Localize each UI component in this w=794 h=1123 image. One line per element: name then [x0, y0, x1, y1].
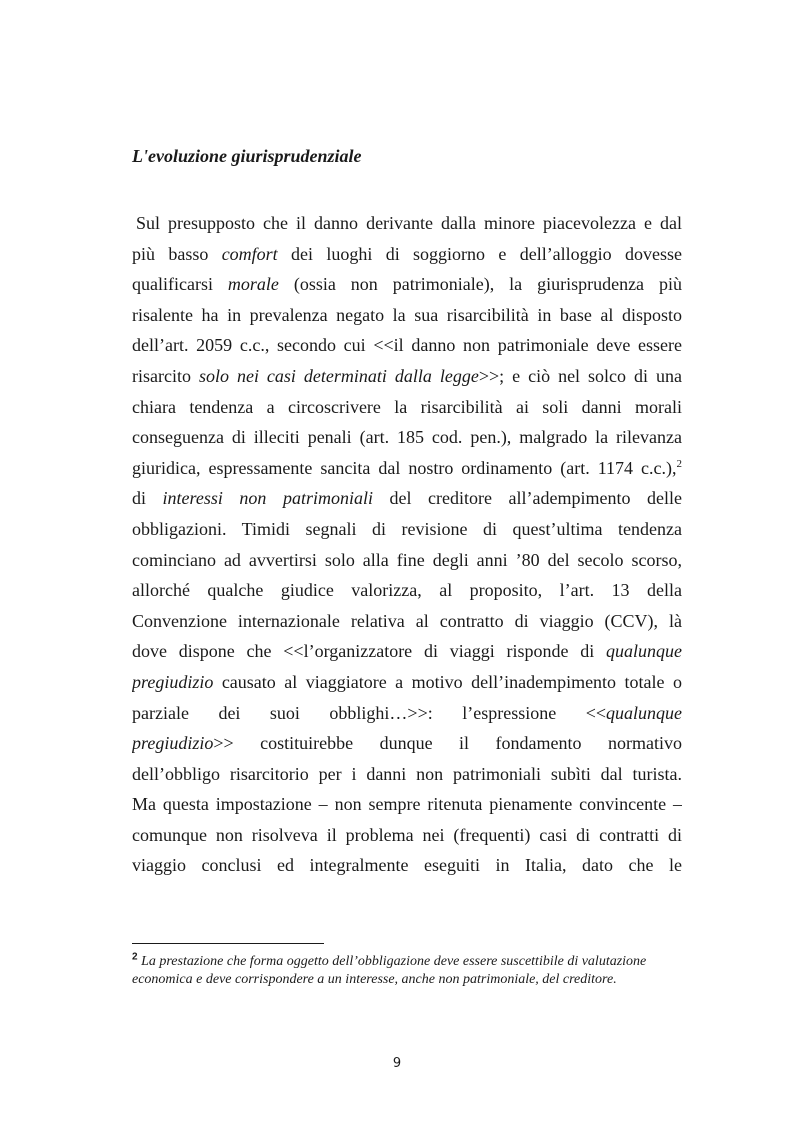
footnote — [132, 953, 682, 989]
text-run: >> costituirebbe dunque il fondamento normativo — [213, 733, 682, 754]
body-line — [132, 361, 682, 392]
body-line — [132, 239, 682, 270]
body-line — [132, 392, 682, 423]
text-run: giuridica, espressamente sancita dal nostro ordinamento (art. 1174 c.c.), — [132, 457, 677, 478]
section-heading: L'evoluzione giurisprudenziale — [132, 146, 362, 166]
text-run: pregiudizio — [132, 671, 214, 692]
text-run: chiara tendenza a circoscrivere la risarcibilità ai soli danni morali — [132, 396, 682, 417]
body-line — [132, 850, 682, 881]
text-run: >>; e ciò nel solco di una — [478, 365, 682, 386]
text-run: dell’obbligo risarcitorio per i danni non patrimoniali subìti dal turista. — [132, 763, 682, 784]
footnote-reference: 2 — [676, 457, 682, 470]
body-line — [132, 514, 682, 545]
footnote-separator — [132, 943, 324, 944]
body-line — [132, 667, 682, 698]
body-line — [132, 422, 682, 453]
text-run: qualunque — [606, 641, 682, 662]
text-run: Ma questa impostazione – non sempre ritenuta pienamente convincente – — [132, 794, 682, 815]
text-run: comunque non risolveva il problema nei (frequenti) casi di contratti di — [132, 824, 682, 845]
text-run: risalente ha in prevalenza negato la sua risarcibilità in base al disposto — [132, 304, 682, 325]
text-run: Sul presupposto che il danno derivante dalla minore piacevolezza e dal — [136, 213, 682, 233]
page-number: 9 — [392, 1056, 402, 1071]
body-line — [132, 698, 682, 729]
text-run: causato al viaggiatore a motivo dell’inadempimento totale o — [213, 671, 682, 692]
text-run: qualunque — [606, 702, 682, 723]
text-run: morale — [227, 274, 279, 295]
body-line — [132, 483, 682, 514]
body-line — [132, 759, 682, 790]
text-run: pregiudizio — [132, 733, 214, 754]
text-run: allorché qualche giudice valorizza, al proposito, l’art. 13 della — [132, 580, 682, 601]
body-line — [132, 208, 682, 239]
text-run: viaggio conclusi ed integralmente eseguiti in Italia, dato che le — [132, 855, 682, 876]
text-run: interessi non patrimoniali — [162, 488, 373, 509]
body-line — [132, 453, 682, 484]
body-line — [132, 820, 682, 851]
body-line — [132, 330, 682, 361]
text-run: (ossia non patrimoniale), la giurisprudenza più — [278, 274, 682, 295]
body-line — [132, 269, 682, 300]
footnote-marker: 2 — [132, 951, 138, 963]
text-run: dei luoghi di soggiorno e dell’alloggio dovesse — [277, 243, 682, 264]
text-run: obbligazioni. Timidi segnali di revisione di quest’ultima tendenza — [132, 518, 682, 539]
text-run: parziale dei suoi obblighi…>>: l’espressione << — [132, 702, 606, 723]
text-run: conseguenza di illeciti penali (art. 185 cod. pen.), malgrado la rilevanza — [132, 427, 682, 448]
text-run: dove dispone che <<l’organizzatore di viaggi risponde di — [132, 641, 606, 662]
text-run: comfort — [221, 243, 278, 264]
text-run: risarcito — [132, 365, 199, 386]
text-run: cominciano ad avvertirsi solo alla fine degli anni ’80 del secolo scorso, — [132, 549, 682, 570]
text-run: più basso — [132, 243, 222, 264]
footnote-text: La prestazione che forma oggetto dell’obbligazione deve essere suscettibile di valutazione economica e deve corrispondere a un interesse, anche non patrimoniale, del creditore. — [132, 954, 647, 987]
body-line — [132, 606, 682, 637]
text-run: Convenzione internazionale relativa al contratto di viaggio (CCV), là — [132, 610, 682, 631]
text-run: qualificarsi — [132, 274, 228, 295]
body-paragraph — [132, 208, 682, 881]
text-run: del creditore all’adempimento delle — [372, 488, 682, 509]
body-line — [132, 545, 682, 576]
body-line — [132, 728, 682, 759]
body-line — [132, 300, 682, 331]
text-run: di — [132, 488, 163, 509]
body-line — [132, 636, 682, 667]
body-line — [132, 789, 682, 820]
text-run: solo nei casi determinati dalla legge — [198, 365, 479, 386]
text-run: dell’art. 2059 c.c., secondo cui <<il danno non patrimoniale deve essere — [132, 335, 682, 356]
body-line — [132, 575, 682, 606]
